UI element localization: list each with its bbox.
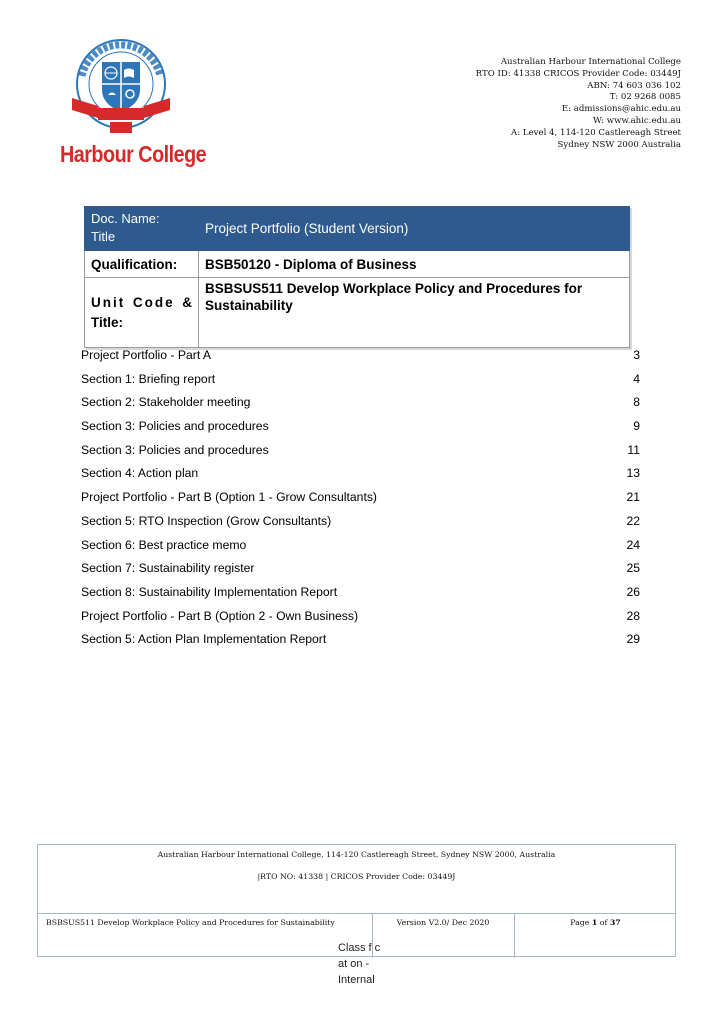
footer-rto: |RTO NO: 41338 | CRICOS Provider Code: 03449J [257,872,456,881]
contact-abn: ABN: 74 603 036 102 [587,80,681,91]
toc-entry[interactable] [81,585,640,609]
toc-entry-page: 29 [626,632,640,647]
footer-address: Australian Harbour International College, 114-120 Castlereagh Street, Sydney NSW 2000, Australia [157,850,556,859]
toc-entry-title: Project Portfolio - Part B (Option 1 - Grow Consultants) [81,490,377,505]
contact-website: W: www.ahic.edu.au [593,115,681,126]
unit-value: BSBSUS511 Develop Workplace Policy and Procedures for Sustainability [199,278,630,348]
toc-entry[interactable] [81,348,640,372]
toc-entry-page: 24 [626,537,640,552]
toc-entry-title: Section 4: Action plan [81,466,199,481]
toc-entry-title: Section 1: Briefing report [81,371,216,386]
toc-entry-title: Section 8: Sustainability Implementation Report [81,584,338,599]
toc-entry-page: 25 [626,561,640,576]
footer-page-prefix: Page [570,918,592,927]
toc-entry[interactable] [81,372,640,396]
qualification-row [85,251,630,278]
toc-entry[interactable] [81,514,640,538]
college-contact-block [476,57,681,151]
toc-entry-title: Project Portfolio - Part B (Option 2 - Own Business) [81,608,359,623]
footer-page-total: 37 [609,918,621,927]
classification-line-1: Class f c [338,942,381,954]
toc-entry[interactable] [81,466,640,490]
toc-entry[interactable] [81,490,640,514]
toc-entry-title: Section 3: Policies and procedures [81,442,269,457]
doc-name-value: Project Portfolio (Student Version) [199,207,630,251]
classification-label [338,940,398,988]
toc-entry[interactable] [81,419,640,443]
unit-label-line-1: Unit Code & [91,294,194,310]
qualification-label: Qualification: [85,251,199,278]
toc-entry[interactable] [81,632,640,656]
table-of-contents [81,348,640,656]
toc-entry-title: Section 5: Action Plan Implementation Report [81,632,327,647]
toc-entry-page: 11 [627,442,640,457]
college-logo [58,38,208,168]
classification-line-3: Internal [338,974,375,986]
unit-label-line-2: Title: [91,314,124,330]
footer-version: Version V2.0/ Dec 2020 [372,914,513,958]
toc-entry-title: Section 2: Stakeholder meeting [81,395,251,410]
toc-entry-page: 3 [633,348,640,362]
toc-entry-page: 21 [626,490,640,505]
unit-label [85,278,199,348]
toc-entry-page: 4 [633,371,640,386]
toc-entry-page: 9 [633,419,640,434]
contact-address-line-2: Sydney NSW 2000 Australia [557,139,681,150]
doc-name-row [85,207,630,251]
contact-address-line-1: A: Level 4, 114-120 Castlereagh Street [511,127,681,138]
qualification-value: BSB50120 - Diploma of Business [199,251,630,278]
toc-entry-page: 22 [626,513,640,528]
toc-entry-title: Section 5: RTO Inspection (Grow Consultants) [81,513,332,528]
toc-entry-title: Project Portfolio - Part A [81,348,212,362]
toc-entry[interactable] [81,443,640,467]
college-crest-icon [58,38,208,143]
doc-name-label-line-1: Doc. Name: [91,211,160,226]
contact-college-name: Australian Harbour International College [500,57,681,67]
toc-entry-page: 13 [626,466,640,481]
toc-entry-page: 8 [633,395,640,410]
toc-entry-title: Section 3: Policies and procedures [81,419,269,434]
toc-entry[interactable] [81,395,640,419]
toc-entry[interactable] [81,538,640,562]
toc-entry-page: 28 [626,608,640,623]
toc-entry[interactable] [81,609,640,633]
footer-page-number [514,914,676,958]
footer-page-of: of [597,918,610,927]
logo-wordmark: Harbour College [60,141,207,167]
contact-phone: T: 02 9268 0085 [609,92,681,103]
contact-rto-id: RTO ID: 41338 CRICOS Provider Code: 03449J [475,68,681,79]
doc-name-label [85,207,199,251]
unit-row [85,278,630,348]
footer-page-current: 1 [591,918,598,927]
toc-entry-title: Section 6: Best practice memo [81,537,247,552]
toc-entry[interactable] [81,561,640,585]
toc-entry-title: Section 7: Sustainability register [81,561,255,576]
footer-unit: BSBSUS511 Develop Workplace Policy and Procedures for Sustainability [46,918,335,927]
classification-line-2: at on - [338,958,370,970]
document-info-table [84,206,630,348]
doc-name-label-line-2: Title [91,229,116,244]
toc-entry-page: 26 [626,584,640,599]
contact-email: E: admissions@ahic.edu.au [561,104,681,115]
